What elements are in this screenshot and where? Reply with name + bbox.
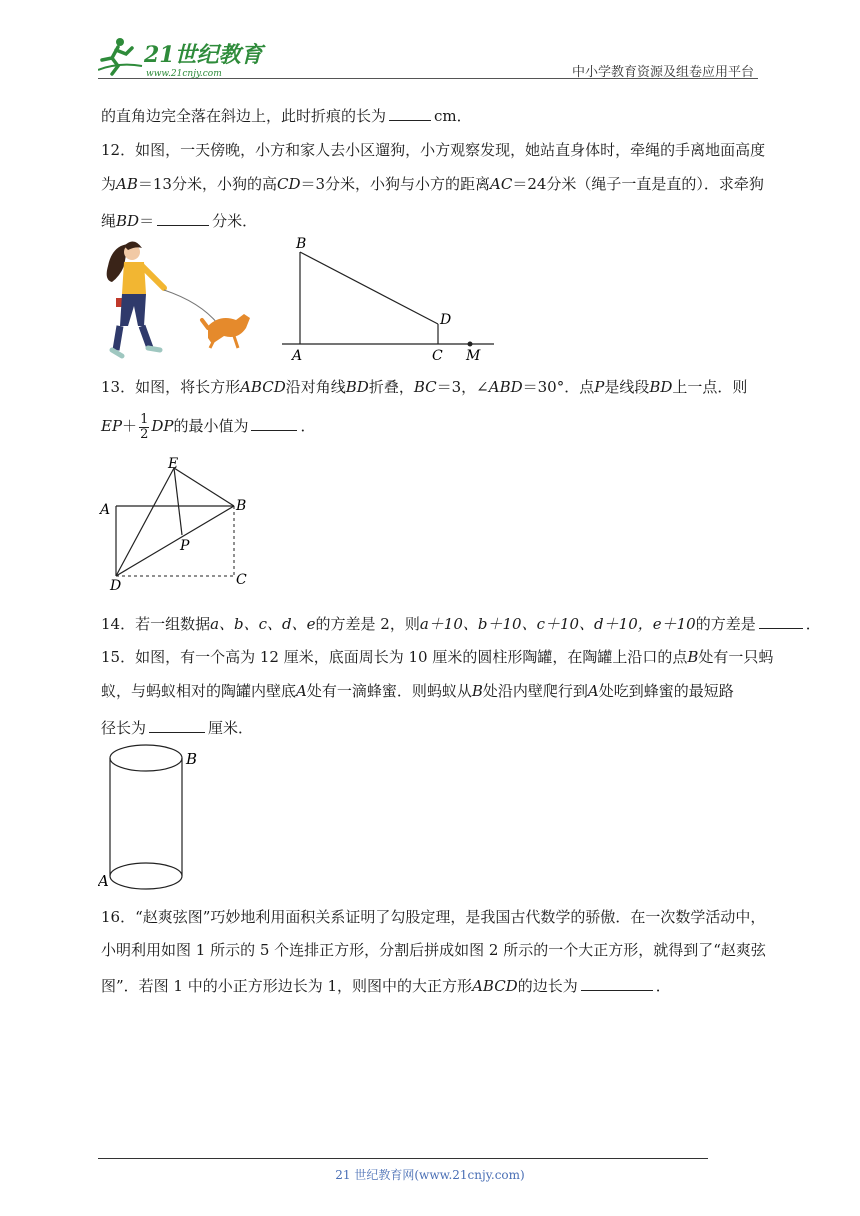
svg-text:P: P	[180, 538, 190, 554]
q13-rectangle-fold-figure	[96, 452, 256, 592]
label-A: A	[292, 348, 303, 364]
answer-blank[interactable]	[581, 976, 653, 991]
svg-text:A: A	[98, 872, 109, 890]
svg-text:C: C	[236, 572, 247, 588]
label-D: D	[440, 312, 452, 328]
logo-21cnjy	[98, 36, 268, 78]
q11-unit: cm	[434, 107, 457, 125]
answer-blank[interactable]	[149, 718, 205, 733]
segment-BD	[300, 252, 438, 324]
platform-name: 中小学教育资源及组卷应用平台	[571, 65, 754, 80]
label-C: C	[432, 348, 443, 364]
q11-tail: 的直角边完全落在斜边上，此时折痕的长为 cm．	[101, 107, 472, 125]
svg-text:A: A	[100, 502, 111, 518]
page-header	[98, 30, 758, 80]
q13-line2: EP＋ $\frac{1}{2}$ DP的最小值为 ．	[101, 411, 316, 442]
header-divider	[98, 78, 758, 79]
q13-line1: 13．如图，将长方形ABCD沿对角线BD折叠，BC＝3，∠ABD＝30°．点P是线段BD上一点．则	[101, 378, 748, 396]
q15-line1: 15．如图，有一个高为 12 厘米，底面周长为 10 厘米的圆柱形陶罐，在陶罐上沿口的点B处有一只蚂	[101, 648, 774, 666]
answer-blank[interactable]	[389, 106, 431, 121]
q16-line2: 小明利用如图 1 所示的 5 个连排正方形，分割后拼成如图 2 所示的一个大正方形，就得到了“赵爽弦	[101, 941, 766, 959]
q16-line1: 16．“赵爽弦图”巧妙地利用面积关系证明了勾股定理，是我国古代数学的骄傲．在一次数学活动中，	[101, 908, 766, 926]
svg-text:B: B	[186, 750, 198, 768]
svg-text:D: D	[110, 578, 122, 592]
footer-divider	[98, 1158, 708, 1159]
q16-line3: 图”．若图 1 中的小正方形边长为 1，则图中的大正方形ABCD的边长为 ．	[101, 977, 671, 995]
label-M: M	[466, 348, 481, 364]
fraction-one-half: $\frac{1}{2}$	[140, 411, 149, 442]
svg-text:B: B	[236, 498, 247, 514]
q12-triangle-figure	[278, 234, 500, 364]
q14-line: 14．若一组数据a、b、c、d、e的方差是 2，则a＋10、b＋10、c＋10、d＋10，e＋10的方差是 ．	[101, 615, 821, 633]
answer-blank[interactable]	[157, 211, 209, 226]
q12-line2: 为AB＝13分米，小狗的高CD＝3分米，小狗与小方的距离AC＝24分米（绳子一直是直的）．求牵狗	[101, 175, 764, 193]
runner-logo-icon	[98, 38, 142, 74]
q12-line1: 12．如图，一天傍晚，小方和家人去小区遛狗，小方观察发现，她站直身体时，牵绳的手离地面高度	[101, 141, 766, 159]
q15-line2: 蚁，与蚂蚁相对的陶罐内壁底A处有一滴蜂蜜．则蚂蚁从B处沿内壁爬行到A处吃到蜂蜜的最短路	[101, 682, 734, 700]
logo-url: www.21cnjy.com	[146, 69, 222, 78]
logo-text: 21世纪教育	[144, 42, 263, 68]
answer-blank[interactable]	[251, 416, 297, 431]
girl-walking-dog-illustration	[100, 236, 260, 360]
q12-line3: 绳BD＝ 分米．	[101, 212, 258, 230]
point-M	[468, 342, 473, 347]
svg-text:E: E	[168, 456, 179, 472]
answer-blank[interactable]	[759, 614, 803, 629]
q15-line3: 径长为 厘米．	[101, 719, 254, 737]
footer-text: 21 世纪教育网(www.21cnjy.com)	[335, 1168, 525, 1182]
q15-cylinder-figure	[98, 740, 208, 890]
label-B: B	[296, 236, 307, 252]
q11-text: 的直角边完全落在斜边上，此时折痕的长为	[101, 107, 387, 125]
